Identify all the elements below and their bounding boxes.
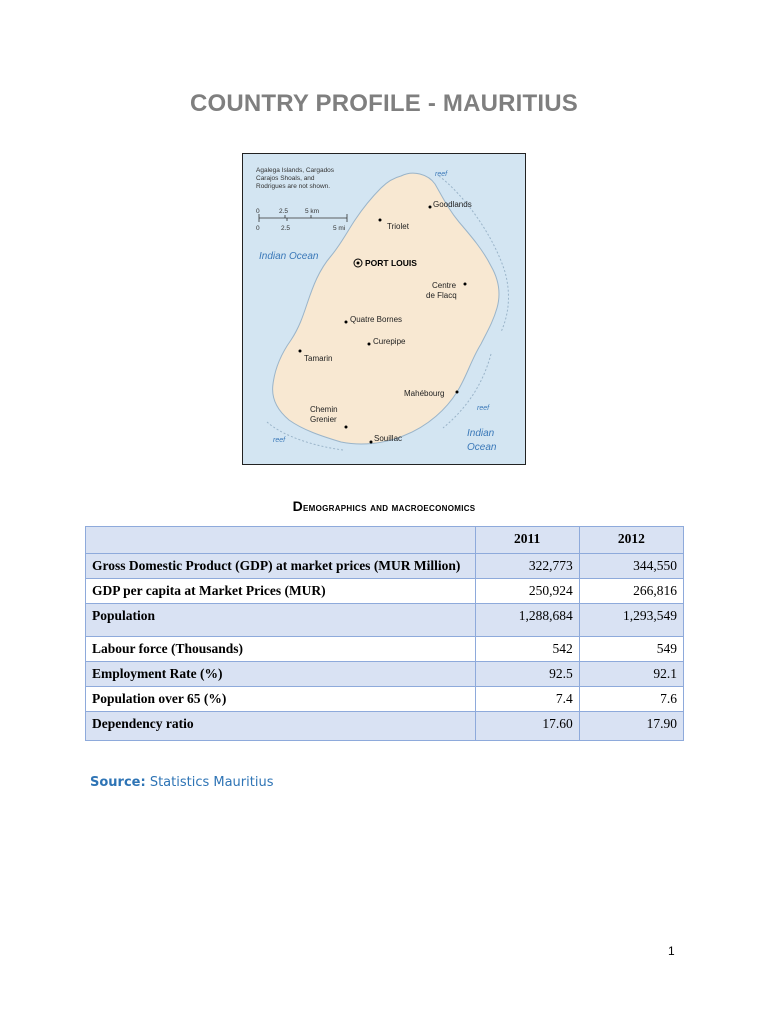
town-tamarin: Tamarin [304, 354, 333, 363]
reef-label-north: reef [435, 171, 448, 178]
table-row [86, 712, 684, 741]
ocean-label-east-1: Indian [467, 428, 495, 439]
svg-text:0: 0 [256, 225, 260, 232]
table-row [86, 687, 684, 712]
row-value-2011: 322,773 [475, 554, 579, 579]
town-mahebourg: Mahébourg [404, 389, 445, 398]
table-row [86, 662, 684, 687]
row-label: Dependency ratio [86, 712, 476, 741]
table-row [86, 579, 684, 604]
table-header-row [86, 527, 684, 554]
reef-label-east: reef [477, 405, 490, 412]
map-note-line-3: Rodrigues are not shown. [256, 183, 331, 190]
row-value-2012: 7.6 [579, 687, 683, 712]
town-centre-de-flacq-2: de Flacq [426, 291, 457, 300]
svg-text:5 mi: 5 mi [333, 225, 346, 232]
row-value-2011: 17.60 [475, 712, 579, 741]
capital-label: PORT LOUIS [365, 258, 417, 268]
svg-text:2.5: 2.5 [279, 208, 289, 215]
table-header-label [86, 527, 476, 554]
row-value-2011: 92.5 [475, 662, 579, 687]
table-row [86, 554, 684, 579]
town-curepipe: Curepipe [373, 337, 406, 346]
row-label: Labour force (Thousands) [86, 637, 476, 662]
row-value-2012: 549 [579, 637, 683, 662]
map-svg [243, 154, 525, 464]
town-chemin-grenier-2: Grenier [310, 415, 337, 424]
svg-text:5 km: 5 km [305, 208, 320, 215]
row-label: Gross Domestic Product (GDP) at market prices (MUR Million) [86, 554, 476, 579]
page-title: COUNTRY PROFILE - MAURITIUS [189, 90, 579, 117]
row-value-2012: 266,816 [579, 579, 683, 604]
row-label: GDP per capita at Market Prices (MUR) [86, 579, 476, 604]
row-value-2012: 1,293,549 [579, 604, 683, 637]
town-centre-de-flacq-1: Centre [432, 281, 457, 290]
row-value-2011: 7.4 [475, 687, 579, 712]
row-value-2012: 92.1 [579, 662, 683, 687]
row-label: Population over 65 (%) [86, 687, 476, 712]
source-text: Statistics Mauritius [145, 775, 274, 790]
scale-bar [256, 208, 347, 232]
page-number: 1 [668, 944, 675, 958]
mauritius-map [242, 153, 526, 465]
town-triolet: Triolet [387, 222, 409, 231]
table-row [86, 604, 684, 637]
row-label: Employment Rate (%) [86, 662, 476, 687]
section-heading-rest: emographics and macroeconomics [302, 502, 476, 514]
town-chemin-grenier-1: Chemin [310, 405, 338, 414]
svg-text:0: 0 [256, 208, 260, 215]
ocean-label-west: Indian Ocean [259, 251, 319, 262]
row-value-2012: 344,550 [579, 554, 683, 579]
source-label: Source: [90, 775, 146, 790]
row-label: Population [86, 604, 476, 637]
row-value-2011: 542 [475, 637, 579, 662]
town-quatre-bornes: Quatre Bornes [350, 315, 403, 324]
demographics-table [85, 526, 684, 741]
reef-label-southwest: reef [273, 437, 286, 444]
table-header-2011: 2011 [475, 527, 579, 554]
row-value-2011: 1,288,684 [475, 604, 579, 637]
row-value-2011: 250,924 [475, 579, 579, 604]
table-header-2012: 2012 [579, 527, 683, 554]
ocean-label-east-2: Ocean [467, 442, 497, 453]
map-note-line-1: Agalega Islands, Cargados [256, 167, 335, 174]
svg-text:2.5: 2.5 [281, 225, 291, 232]
row-value-2012: 17.90 [579, 712, 683, 741]
section-heading-initial: D [292, 498, 303, 514]
source-line [90, 775, 273, 790]
section-heading [0, 498, 768, 514]
town-souillac: Souillac [374, 434, 403, 443]
map-note-line-2: Carajos Shoals, and [256, 175, 315, 182]
table-row [86, 637, 684, 662]
town-goodlands: Goodlands [433, 200, 472, 209]
